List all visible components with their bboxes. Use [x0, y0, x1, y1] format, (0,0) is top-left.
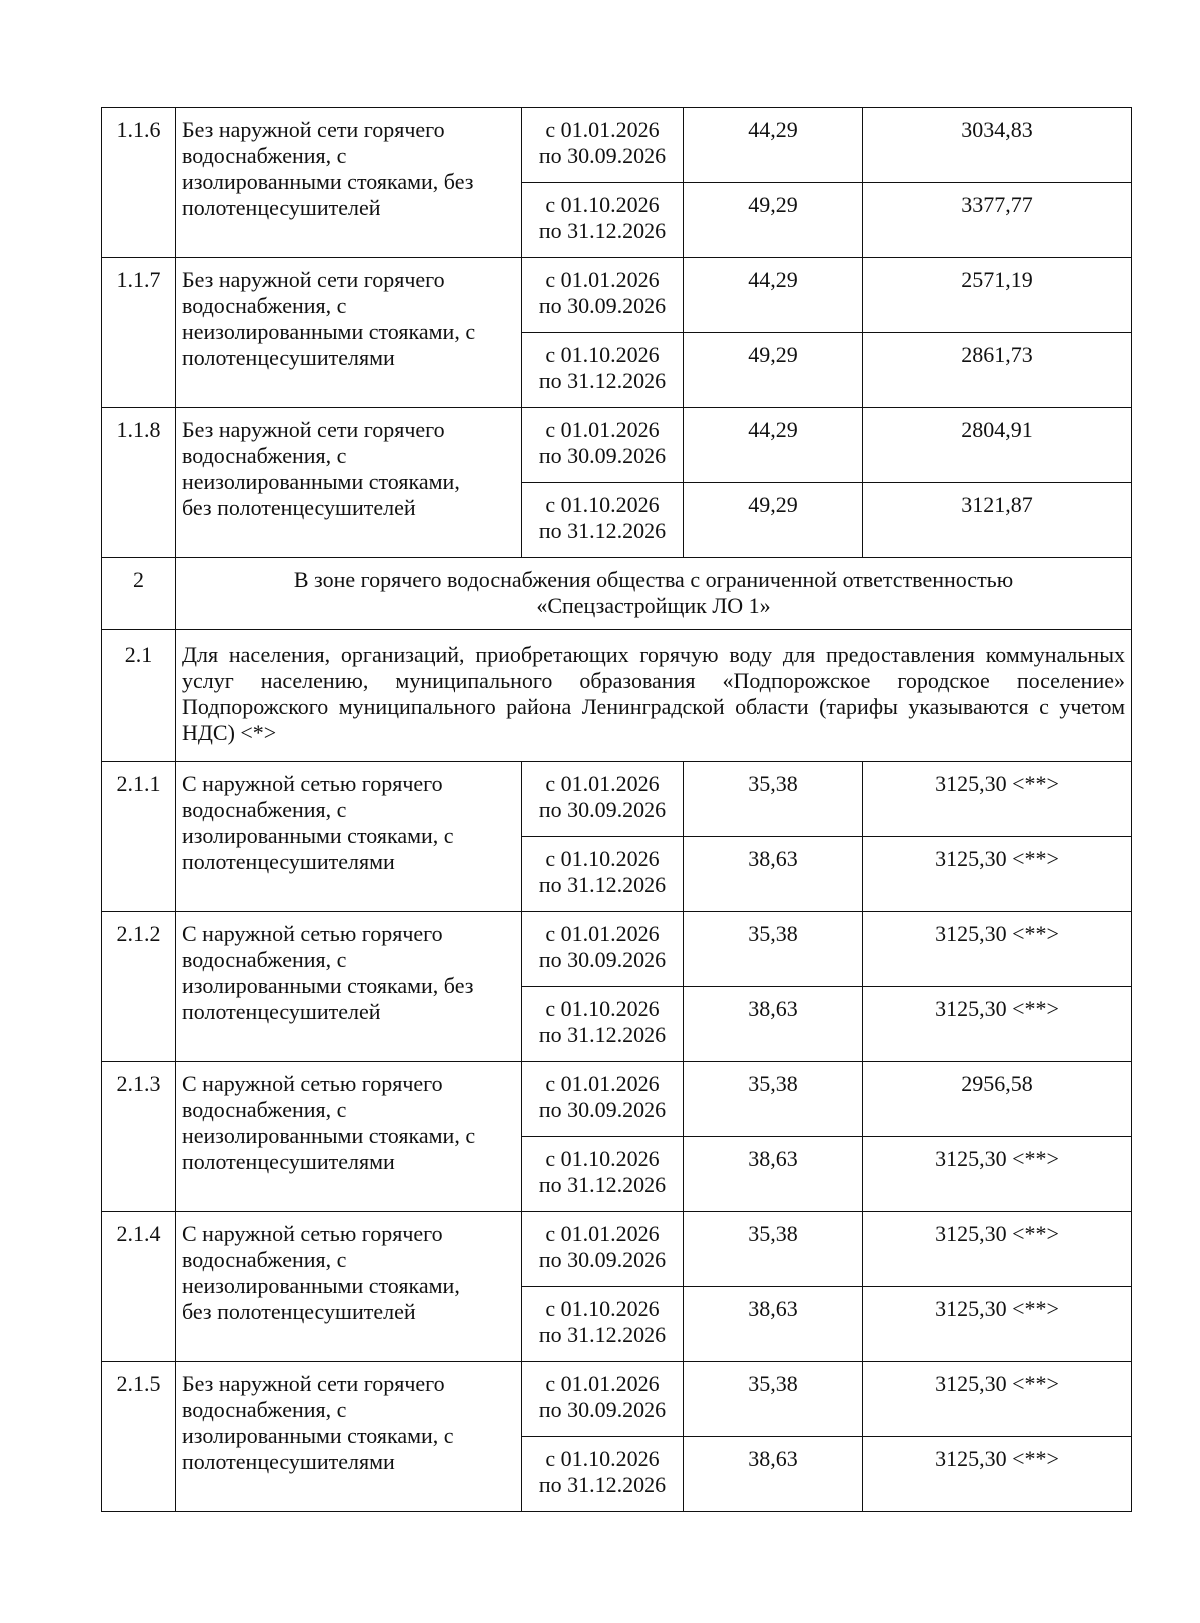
tariff-value: 3121,87 [863, 483, 1132, 558]
description-line: С наружной сетью горячего [182, 771, 443, 796]
period-to: по 31.12.2026 [538, 872, 667, 897]
period-from: с 01.10.2026 [545, 1146, 660, 1171]
section-number: 2 [102, 558, 176, 630]
rate-value: 49,29 [684, 483, 863, 558]
period-to: по 31.12.2026 [538, 1322, 667, 1347]
tariff-table-body-sections [102, 558, 1132, 762]
period-to: по 30.09.2026 [538, 293, 667, 318]
item-description [176, 1212, 522, 1362]
period-from: с 01.10.2026 [545, 192, 660, 217]
description-line: Без наружной сети горячего [182, 417, 445, 442]
item-description [176, 408, 522, 558]
period-to: по 30.09.2026 [538, 443, 667, 468]
period-cell [522, 258, 684, 333]
period-to: по 30.09.2026 [538, 1397, 667, 1422]
tariff-row [102, 1362, 1132, 1437]
rate-value: 38,63 [684, 987, 863, 1062]
item-number: 1.1.7 [102, 258, 176, 408]
tariff-value: 2861,73 [863, 333, 1132, 408]
period-cell [522, 1137, 684, 1212]
item-description [176, 1062, 522, 1212]
tariff-value: 3125,30 <**> [863, 1362, 1132, 1437]
description-line: без полотенцесушителей [182, 495, 416, 520]
tariff-value: 3125,30 <**> [863, 1137, 1132, 1212]
rate-value: 35,38 [684, 762, 863, 837]
description-line: полотенцесушителей [182, 999, 381, 1024]
description-line: полотенцесушителями [182, 849, 395, 874]
period-cell [522, 987, 684, 1062]
tariff-table-body-part1 [102, 108, 1132, 558]
period-from: с 01.10.2026 [545, 996, 660, 1021]
tariff-value: 3377,77 [863, 183, 1132, 258]
period-to: по 31.12.2026 [538, 1172, 667, 1197]
description-line: Без наружной сети горячего [182, 1371, 445, 1396]
description-line: изолированными стояками, без [182, 169, 474, 194]
item-number: 1.1.6 [102, 108, 176, 258]
period-cell [522, 1362, 684, 1437]
description-line: полотенцесушителями [182, 345, 395, 370]
description-line: полотенцесушителями [182, 1449, 395, 1474]
description-line: водоснабжения, с [182, 947, 347, 972]
section-description: Для населения, организаций, приобретающих горячую воду для предоставления коммунальных услуг населению, муниципального образования «Подпорожское городское поселение» Подпорожского муниципального района Ленинградской области (тарифы указываются с учетом НДС) <*> [176, 630, 1132, 762]
period-from: с 01.10.2026 [545, 1296, 660, 1321]
description-line: неизолированными стояками, с [182, 1123, 476, 1148]
rate-value: 35,38 [684, 1062, 863, 1137]
rate-value: 38,63 [684, 1137, 863, 1212]
tariff-value: 2571,19 [863, 258, 1132, 333]
tariff-row [102, 408, 1132, 483]
period-cell [522, 333, 684, 408]
rate-value: 49,29 [684, 333, 863, 408]
tariff-value: 3125,30 <**> [863, 987, 1132, 1062]
period-cell [522, 1437, 684, 1512]
period-to: по 30.09.2026 [538, 797, 667, 822]
tariff-row [102, 762, 1132, 837]
period-cell [522, 1212, 684, 1287]
description-line: без полотенцесушителей [182, 1299, 416, 1324]
period-to: по 30.09.2026 [538, 1247, 667, 1272]
item-number: 2.1.1 [102, 762, 176, 912]
rate-value: 44,29 [684, 408, 863, 483]
description-line: С наружной сетью горячего [182, 921, 443, 946]
period-from: с 01.10.2026 [545, 846, 660, 871]
period-to: по 30.09.2026 [538, 947, 667, 972]
description-line: водоснабжения, с [182, 797, 347, 822]
description-line: водоснабжения, с [182, 1397, 347, 1422]
rate-value: 44,29 [684, 108, 863, 183]
period-from: с 01.10.2026 [545, 1446, 660, 1471]
tariff-value: 3125,30 <**> [863, 1287, 1132, 1362]
tariff-value: 3125,30 <**> [863, 837, 1132, 912]
description-line: неизолированными стояками, с [182, 319, 476, 344]
rate-value: 35,38 [684, 912, 863, 987]
period-to: по 31.12.2026 [538, 218, 667, 243]
item-description [176, 912, 522, 1062]
period-from: с 01.10.2026 [545, 342, 660, 367]
tariff-row [102, 258, 1132, 333]
description-line: Без наружной сети горячего [182, 267, 445, 292]
description-line: водоснабжения, с [182, 443, 347, 468]
tariff-value: 3034,83 [863, 108, 1132, 183]
rate-value: 35,38 [684, 1362, 863, 1437]
period-from: с 01.01.2026 [545, 417, 660, 442]
description-line: С наружной сетью горячего [182, 1071, 443, 1096]
description-line: изолированными стояками, с [182, 823, 454, 848]
period-from: с 01.01.2026 [545, 1371, 660, 1396]
period-to: по 30.09.2026 [538, 1097, 667, 1122]
period-from: с 01.01.2026 [545, 921, 660, 946]
description-line: изолированными стояками, с [182, 1423, 454, 1448]
period-from: с 01.01.2026 [545, 117, 660, 142]
section-title-line: В зоне горячего водоснабжения общества с ограниченной ответственностью [293, 567, 1014, 592]
item-number: 2.1.5 [102, 1362, 176, 1512]
period-to: по 31.12.2026 [538, 1022, 667, 1047]
period-cell [522, 483, 684, 558]
period-to: по 31.12.2026 [538, 1472, 667, 1497]
item-description [176, 762, 522, 912]
period-cell [522, 762, 684, 837]
section-number: 2.1 [102, 630, 176, 762]
item-number: 2.1.2 [102, 912, 176, 1062]
period-cell [522, 912, 684, 987]
tariff-value: 2956,58 [863, 1062, 1132, 1137]
period-from: с 01.01.2026 [545, 1071, 660, 1096]
description-line: водоснабжения, с [182, 143, 347, 168]
tariff-row [102, 108, 1132, 183]
item-number: 1.1.8 [102, 408, 176, 558]
description-line: неизолированными стояками, [182, 469, 460, 494]
item-number: 2.1.4 [102, 1212, 176, 1362]
tariff-row [102, 1062, 1132, 1137]
description-line: С наружной сетью горячего [182, 1221, 443, 1246]
period-cell [522, 1062, 684, 1137]
rate-value: 38,63 [684, 1287, 863, 1362]
tariff-row [102, 912, 1132, 987]
item-number: 2.1.3 [102, 1062, 176, 1212]
tariff-value: 3125,30 <**> [863, 1437, 1132, 1512]
period-from: с 01.01.2026 [545, 771, 660, 796]
rate-value: 49,29 [684, 183, 863, 258]
period-cell [522, 408, 684, 483]
tariff-value: 3125,30 <**> [863, 912, 1132, 987]
tariff-value: 3125,30 <**> [863, 762, 1132, 837]
period-from: с 01.01.2026 [545, 267, 660, 292]
tariff-row [102, 1212, 1132, 1287]
period-from: с 01.10.2026 [545, 492, 660, 517]
period-to: по 30.09.2026 [538, 143, 667, 168]
description-line: неизолированными стояками, [182, 1273, 460, 1298]
description-line: водоснабжения, с [182, 1097, 347, 1122]
description-line: водоснабжения, с [182, 293, 347, 318]
period-cell [522, 1287, 684, 1362]
tariff-table [101, 107, 1132, 1512]
item-description [176, 108, 522, 258]
item-description [176, 258, 522, 408]
period-cell [522, 837, 684, 912]
period-cell [522, 108, 684, 183]
rate-value: 38,63 [684, 1437, 863, 1512]
description-line: водоснабжения, с [182, 1247, 347, 1272]
rate-value: 38,63 [684, 837, 863, 912]
section-title-line: «Спецзастройщик ЛО 1» [536, 593, 771, 618]
item-description [176, 1362, 522, 1512]
tariff-table-body-part2 [102, 762, 1132, 1512]
tariff-value: 3125,30 <**> [863, 1212, 1132, 1287]
period-cell [522, 183, 684, 258]
section-row-2-1 [102, 630, 1132, 762]
period-from: с 01.01.2026 [545, 1221, 660, 1246]
description-line: изолированными стояками, без [182, 973, 474, 998]
period-to: по 31.12.2026 [538, 518, 667, 543]
description-line: полотенцесушителями [182, 1149, 395, 1174]
period-to: по 31.12.2026 [538, 368, 667, 393]
description-line: Без наружной сети горячего [182, 117, 445, 142]
description-line: полотенцесушителей [182, 195, 381, 220]
tariff-value: 2804,91 [863, 408, 1132, 483]
section-title [176, 558, 1132, 630]
section-row-2 [102, 558, 1132, 630]
rate-value: 44,29 [684, 258, 863, 333]
rate-value: 35,38 [684, 1212, 863, 1287]
